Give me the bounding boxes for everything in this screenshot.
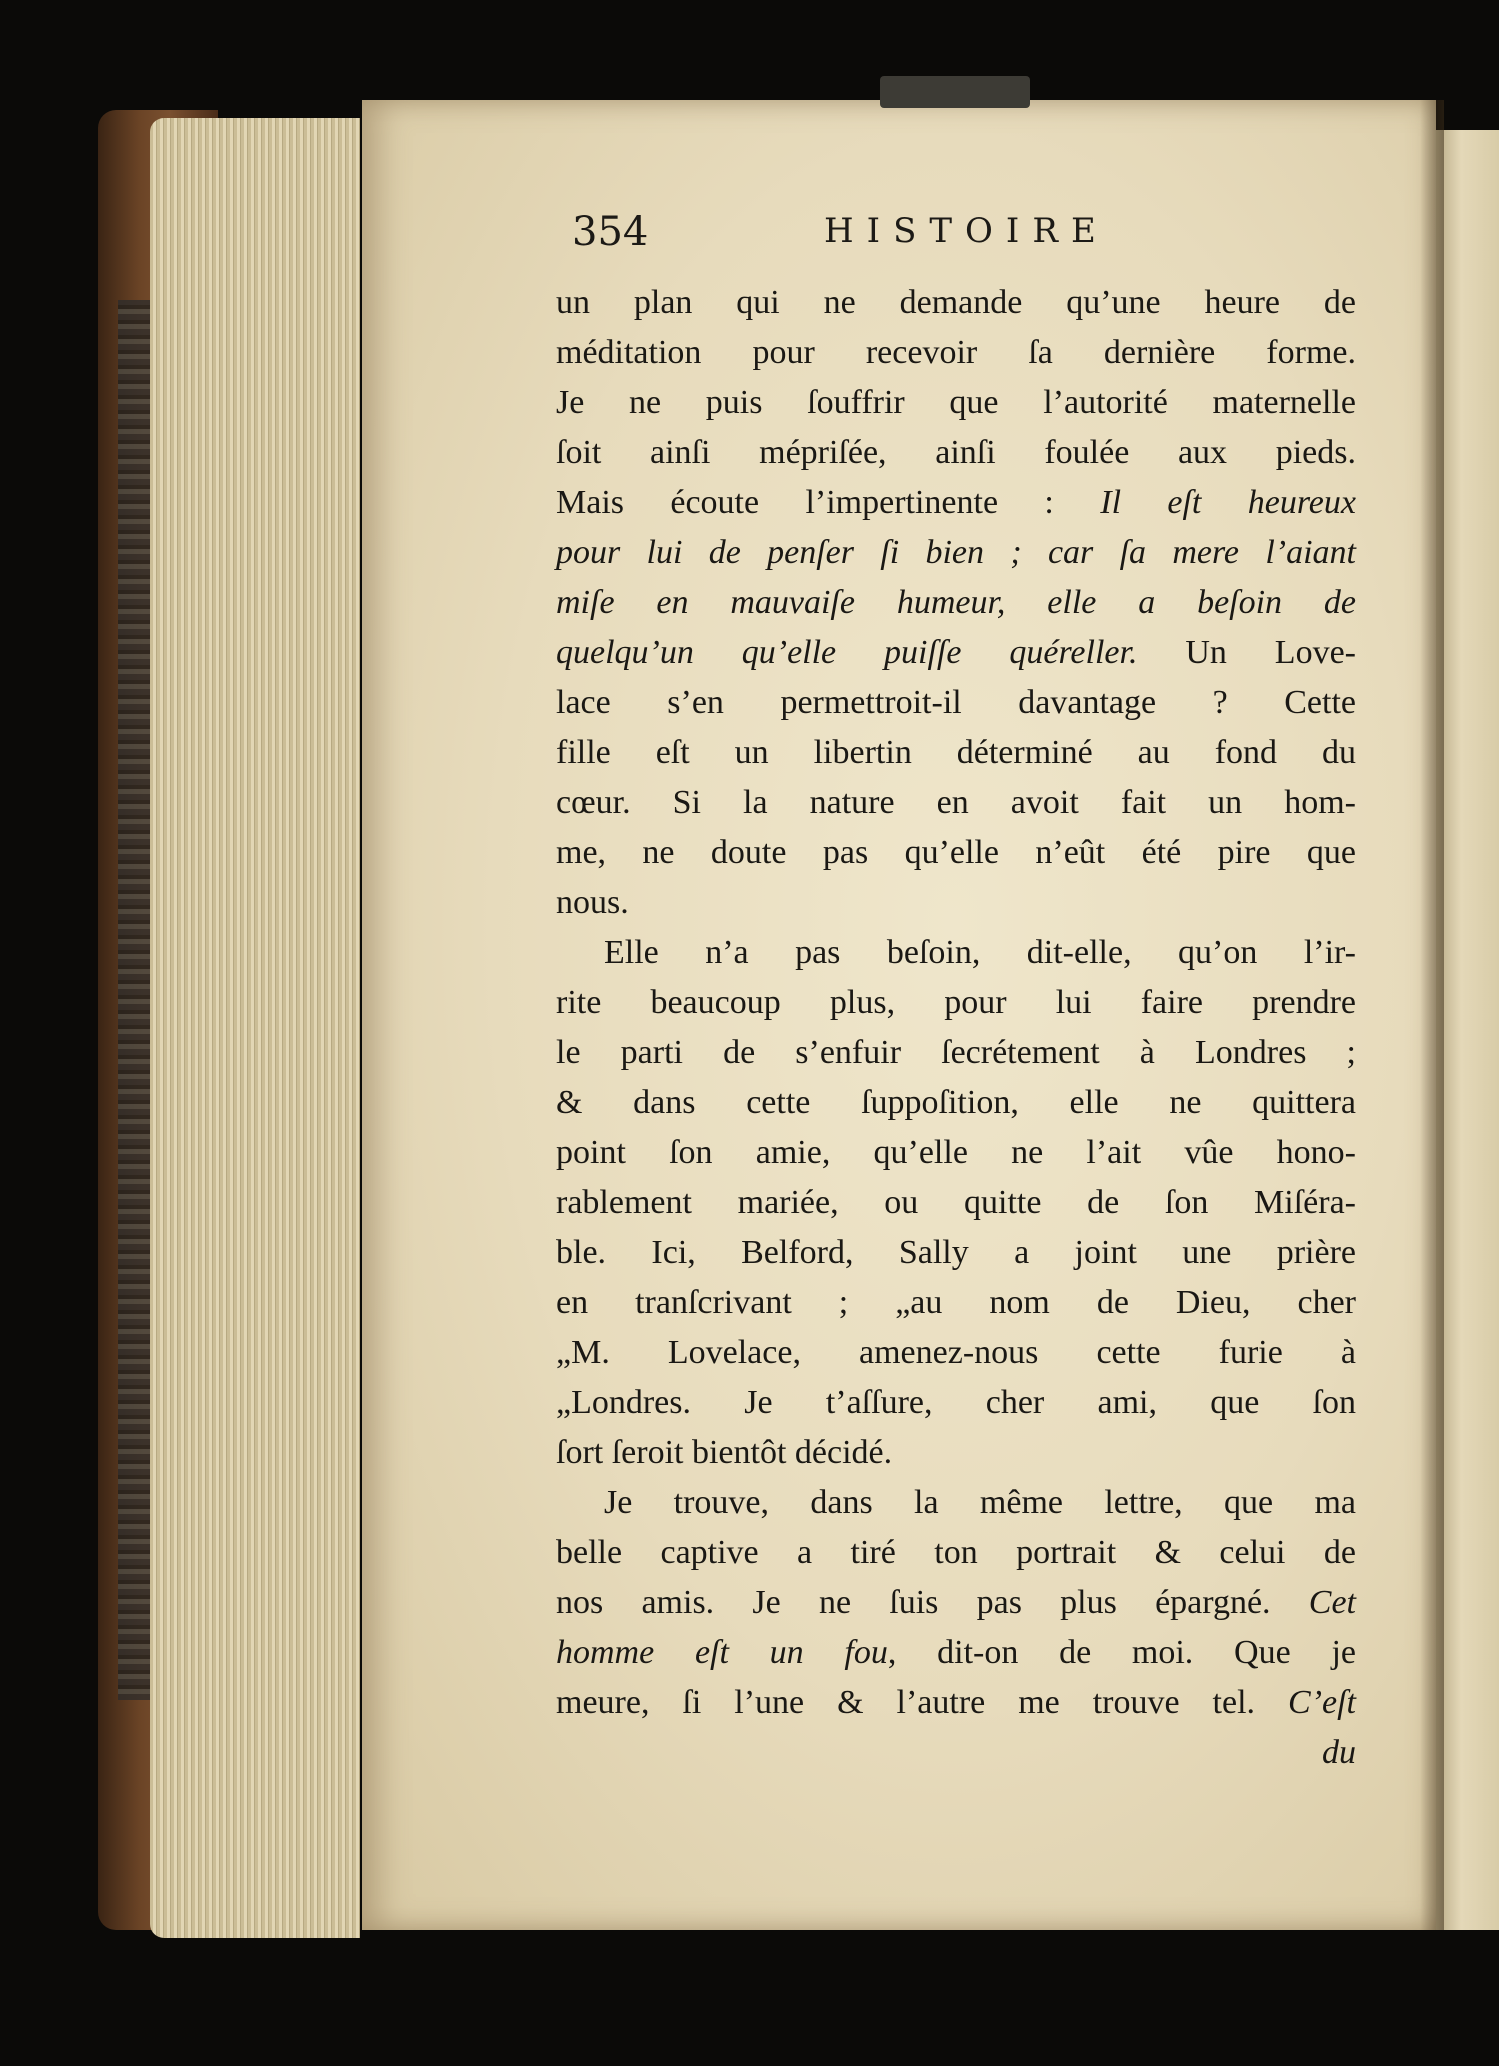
text-line bbox=[556, 928, 1356, 978]
text-line bbox=[556, 1228, 1356, 1278]
italic-text: miſe en mauvaiſe humeur, elle a beſoin de bbox=[556, 584, 1356, 621]
roman-text: nos amis. Je ne ſuis pas plus épargné. bbox=[556, 1584, 1309, 1621]
italic-text: homme eſt un fou bbox=[556, 1634, 888, 1671]
roman-text: cœur. Si la nature en avoit fait un hom- bbox=[556, 784, 1356, 821]
roman-text: en tranſcrivant ; „au nom de Dieu, cher bbox=[556, 1284, 1356, 1321]
roman-text: Je trouve, dans la même lettre, que ma bbox=[604, 1484, 1356, 1521]
roman-text: lace s’en permettroit-il davantage ? Cette bbox=[556, 684, 1356, 721]
text-line bbox=[556, 578, 1356, 628]
text-line bbox=[556, 1378, 1356, 1428]
roman-text: Elle n’a pas beſoin, dit-elle, qu’on l’ir- bbox=[604, 934, 1356, 971]
roman-text: Un Love- bbox=[1137, 634, 1356, 671]
text-line bbox=[556, 1528, 1356, 1578]
roman-text: Mais écoute l’impertinente : bbox=[556, 484, 1101, 521]
text-line bbox=[556, 1578, 1356, 1628]
roman-text: me, ne doute pas qu’elle n’eût été pire que bbox=[556, 834, 1356, 871]
page-header bbox=[572, 205, 1332, 265]
facing-page-edge bbox=[1436, 130, 1499, 1930]
italic-text: Il eſt heureux bbox=[1100, 484, 1356, 521]
text-line bbox=[556, 1428, 1356, 1478]
italic-text: pour lui de penſer ſi bien ; car ſa mere l’aiant bbox=[556, 534, 1356, 571]
text-line bbox=[556, 828, 1356, 878]
italic-text: Cet bbox=[1308, 1584, 1356, 1621]
text-line bbox=[556, 1628, 1356, 1678]
page-number: 354 bbox=[572, 209, 649, 255]
roman-text: méditation pour recevoir ſa dernière forme. bbox=[556, 334, 1356, 371]
text-line bbox=[556, 628, 1356, 678]
text-line bbox=[556, 378, 1356, 428]
roman-text: ſort ſeroit bientôt décidé. bbox=[556, 1434, 893, 1471]
text-line bbox=[556, 978, 1356, 1028]
text-line bbox=[556, 1128, 1356, 1178]
italic-text: quelqu’un qu’elle puiſſe quéreller. bbox=[556, 634, 1138, 671]
italic-text: C’eſt bbox=[1288, 1684, 1356, 1721]
text-line bbox=[556, 328, 1356, 378]
text-line bbox=[556, 1078, 1356, 1128]
running-title: HISTOIRE bbox=[824, 211, 1109, 251]
text-line bbox=[556, 1478, 1356, 1528]
roman-text: belle captive a tiré ton portrait & celui de bbox=[556, 1534, 1356, 1571]
text-line bbox=[556, 478, 1356, 528]
text-line bbox=[556, 1028, 1356, 1078]
roman-text: ſoit ainſi mépriſée, ainſi foulée aux pieds. bbox=[556, 434, 1356, 471]
text-line bbox=[556, 528, 1356, 578]
roman-text: fille eſt un libertin déterminé au fond du bbox=[556, 734, 1356, 771]
text-line bbox=[556, 1728, 1356, 1778]
roman-text: „Londres. Je t’aſſure, cher ami, que ſon bbox=[556, 1384, 1356, 1421]
italic-text: du bbox=[1322, 1734, 1356, 1771]
book-page-edges bbox=[150, 118, 360, 1938]
roman-text: point ſon amie, qu’elle ne l’ait vûe hono- bbox=[556, 1134, 1356, 1171]
text-line bbox=[556, 878, 1356, 928]
page-text bbox=[556, 278, 1356, 1778]
text-line bbox=[556, 1678, 1356, 1728]
text-line bbox=[556, 678, 1356, 728]
page-gutter-shadow bbox=[1420, 100, 1444, 1930]
roman-text: meure, ſi l’une & l’autre me trouve tel. bbox=[556, 1684, 1289, 1721]
text-line bbox=[556, 1178, 1356, 1228]
roman-text: ble. Ici, Belford, Sally a joint une prière bbox=[556, 1234, 1356, 1271]
roman-text: rite beaucoup plus, pour lui faire prendre bbox=[556, 984, 1356, 1021]
roman-text: & dans cette ſuppoſition, elle ne quittera bbox=[556, 1084, 1356, 1121]
roman-text: „M. Lovelace, amenez-nous cette furie à bbox=[556, 1334, 1356, 1371]
ribbon-tab bbox=[880, 76, 1030, 108]
roman-text: nous. bbox=[556, 884, 629, 921]
text-line bbox=[556, 728, 1356, 778]
text-line bbox=[556, 278, 1356, 328]
roman-text: un plan qui ne demande qu’une heure de bbox=[556, 284, 1356, 321]
roman-text: le parti de s’enfuir ſecrétement à Londres ; bbox=[556, 1034, 1356, 1071]
text-line bbox=[556, 1328, 1356, 1378]
roman-text: , dit-on de moi. Que je bbox=[887, 1634, 1356, 1671]
text-line bbox=[556, 778, 1356, 828]
roman-text: Je ne puis ſouffrir que l’autorité maternelle bbox=[556, 384, 1356, 421]
roman-text: rablement mariée, ou quitte de ſon Miſéra- bbox=[556, 1184, 1356, 1221]
text-line bbox=[556, 1278, 1356, 1328]
text-line bbox=[556, 428, 1356, 478]
